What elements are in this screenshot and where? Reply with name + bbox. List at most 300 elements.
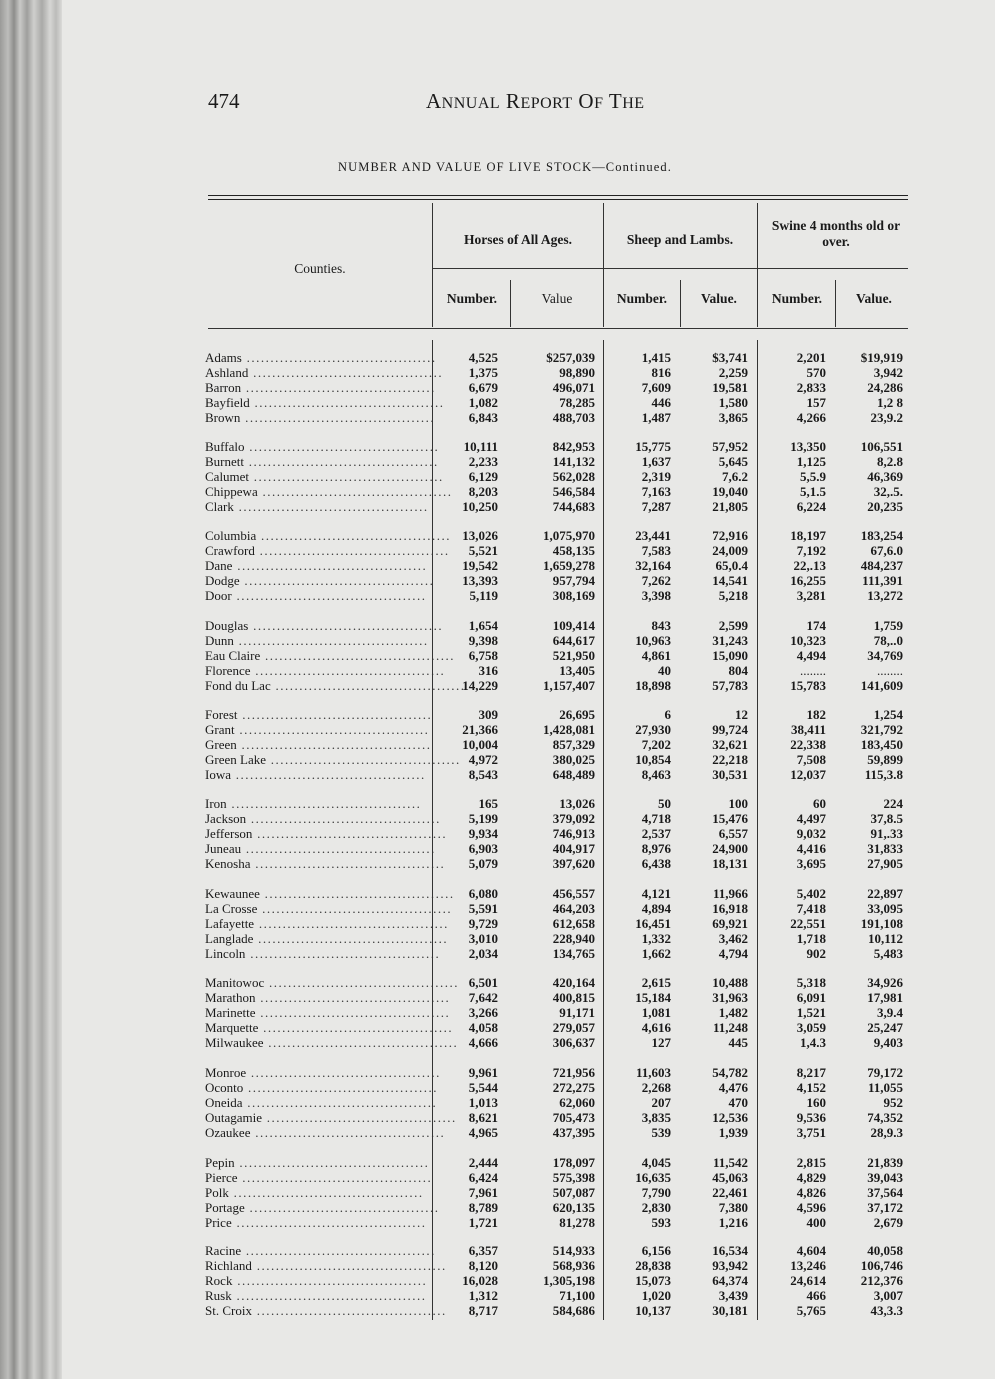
cell-swine-number: 3,695 [796,856,826,871]
running-head: ANNUAL REPORT OF THE [426,89,645,113]
cell-horses-number: 19,542 [462,558,498,573]
table-row [0,1303,995,1318]
cell-swine-value: 67,6.0 [870,543,903,558]
cell-horses-value: 400,815 [552,990,595,1005]
cell-horses-number: 5,079 [468,856,498,871]
page-number: 474 [208,89,240,113]
cell-sheep-number: 18,898 [635,678,671,693]
county-name: Adams ........................................ [205,350,437,365]
cell-swine-number: 7,508 [796,752,826,767]
cell-swine-value: 27,905 [867,856,903,871]
cell-horses-value: 98,890 [559,365,595,380]
cell-sheep-value: 12,536 [712,1110,748,1125]
cell-swine-number: 466 [806,1288,826,1303]
table-row [0,1020,995,1035]
cell-swine-value: 183,254 [860,528,903,543]
table-row [0,1155,995,1170]
top-rule [208,195,908,196]
cell-horses-number: 5,119 [469,588,498,603]
county-name: Eau Claire ........................................ [205,648,455,663]
county-name: Milwaukee ........................................ [205,1035,459,1050]
cell-swine-value: 952 [883,1095,903,1110]
cell-sheep-number: 7,262 [641,573,671,588]
cell-horses-value: 644,617 [552,633,595,648]
cell-horses-number: 8,621 [468,1110,498,1125]
header-divider [680,280,681,327]
cell-horses-number: 4,965 [468,1125,498,1140]
cell-horses-value: 957,794 [552,573,595,588]
cell-sheep-number: 4,894 [641,901,671,916]
cell-horses-number: 6,501 [468,975,498,990]
cell-sheep-number: 27,930 [635,722,671,737]
cell-horses-value: 584,686 [552,1303,595,1318]
cell-swine-number: 400 [806,1215,826,1230]
cell-swine-value: $19,919 [860,350,903,365]
county-name: Langlade ........................................ [205,931,449,946]
header-swine-number: Number. [771,291,823,306]
table-row [0,528,995,543]
table-row [0,1125,995,1140]
cell-swine-value: 28,9.3 [870,1125,903,1140]
cell-swine-value: 191,108 [860,916,903,931]
cell-sheep-value: 3,865 [718,410,748,425]
table-row [0,350,995,365]
cell-swine-number: 4,152 [796,1080,826,1095]
cell-sheep-number: 4,121 [641,886,671,901]
cell-horses-number: 16,028 [462,1273,498,1288]
cell-horses-value: 306,637 [552,1035,595,1050]
cell-horses-value: 26,695 [559,707,595,722]
county-name: Chippewa ........................................ [205,484,453,499]
cell-swine-number: 1,4.3 [800,1035,826,1050]
county-name: Jefferson ........................................ [205,826,448,841]
cell-swine-number: 1,521 [796,1005,826,1020]
cell-sheep-value: 1,939 [718,1125,748,1140]
county-name: Brown ........................................ [205,410,436,425]
cell-horses-value: 464,203 [552,901,595,916]
county-name: Price ........................................ [205,1215,427,1230]
cell-sheep-value: 5,218 [718,588,748,603]
cell-horses-value: 1,428,081 [543,722,595,737]
cell-swine-number: 5,402 [796,886,826,901]
cell-horses-value: 496,071 [552,380,595,395]
cell-horses-number: 3,266 [468,1005,498,1020]
cell-horses-number: 8,717 [468,1303,498,1318]
cell-swine-value: 21,839 [867,1155,903,1170]
header-subrule [432,268,908,269]
county-name: Clark ........................................ [205,499,429,514]
cell-horses-number: 9,961 [468,1065,498,1080]
header-horses-number: Number. [446,291,498,306]
cell-swine-value: 8,2.8 [877,454,903,469]
cell-horses-number: 8,203 [468,484,498,499]
cell-swine-value: 13,272 [867,588,903,603]
cell-swine-value: 106,551 [860,439,903,454]
cell-swine-number: 18,197 [790,528,826,543]
cell-swine-value: 74,352 [867,1110,903,1125]
cell-horses-number: 6,843 [468,410,498,425]
cell-sheep-value: 6,557 [718,826,748,841]
cell-sheep-value: 470 [728,1095,748,1110]
cell-horses-value: 1,659,278 [543,558,595,573]
cell-horses-number: 5,199 [468,811,498,826]
header-divider [432,203,433,327]
cell-sheep-number: 127 [651,1035,671,1050]
table-row [0,1243,995,1258]
cell-swine-value: 39,043 [867,1170,903,1185]
header-horses-value: Value [541,291,573,306]
cell-sheep-value: 65,0.4 [715,558,748,573]
cell-swine-number: 7,418 [796,901,826,916]
cell-sheep-value: 11,248 [712,1020,748,1035]
cell-horses-value: 379,092 [552,811,595,826]
cell-horses-value: 1,305,198 [543,1273,595,1288]
county-name: Iowa ........................................ [205,767,426,782]
cell-swine-number: 4,829 [796,1170,826,1185]
cell-sheep-value: 31,963 [712,990,748,1005]
county-name: Polk ........................................ [205,1185,424,1200]
cell-swine-number: 12,037 [790,767,826,782]
cell-horses-value: 521,950 [552,648,595,663]
header-sheep-number: Number. [616,291,668,306]
cell-swine-number: 8,217 [796,1065,826,1080]
cell-sheep-number: 10,854 [635,752,671,767]
cell-sheep-value: 3,439 [718,1288,748,1303]
header-swine: Swine 4 months old or over. [771,218,901,249]
cell-horses-value: 744,683 [552,499,595,514]
table-row [0,588,995,603]
cell-horses-value: 380,025 [552,752,595,767]
header-counties: Counties. [294,261,346,276]
cell-swine-number: 6,091 [796,990,826,1005]
cell-horses-number: 165 [478,796,498,811]
cell-sheep-value: 57,783 [712,678,748,693]
cell-horses-number: 1,312 [468,1288,498,1303]
cell-horses-number: 10,004 [462,737,498,752]
cell-swine-value: 106,746 [860,1258,903,1273]
cell-horses-value: 78,285 [559,395,595,410]
table-row [0,707,995,722]
cell-horses-number: 5,544 [468,1080,498,1095]
cell-sheep-value: 24,009 [712,543,748,558]
cell-sheep-value: 804 [728,663,748,678]
cell-swine-number: 22,.13 [793,558,826,573]
cell-swine-number: 7,192 [796,543,826,558]
cell-sheep-value: 4,476 [718,1080,748,1095]
county-name: Ozaukee ........................................ [205,1125,446,1140]
cell-sheep-value: 16,918 [712,901,748,916]
county-name: Burnett ........................................ [205,454,439,469]
cell-swine-number: 4,494 [796,648,826,663]
county-name: Oconto ........................................ [205,1080,439,1095]
cell-horses-value: 648,489 [552,767,595,782]
table-row [0,826,995,841]
cell-swine-value: 91,.33 [870,826,903,841]
cell-swine-value: 3,007 [873,1288,903,1303]
cell-swine-number: 5,1.5 [800,484,826,499]
cell-swine-value: ........ [877,663,903,678]
cell-sheep-number: 1,487 [641,410,671,425]
cell-horses-value: 71,100 [559,1288,595,1303]
county-name: Florence ........................................ [205,663,446,678]
table-row [0,1200,995,1215]
cell-horses-value: 562,028 [552,469,595,484]
cell-sheep-number: 15,184 [635,990,671,1005]
cell-horses-number: 6,758 [468,648,498,663]
cell-sheep-number: 23,441 [635,528,671,543]
cell-horses-number: 13,393 [462,573,498,588]
cell-horses-number: 1,375 [468,365,498,380]
cell-swine-value: 2,679 [873,1215,903,1230]
header-divider [835,280,836,327]
cell-swine-number: 5,318 [796,975,826,990]
cell-sheep-value: 19,040 [712,484,748,499]
county-name: Douglas ........................................ [205,618,444,633]
cell-swine-number: 3,751 [796,1125,826,1140]
cell-sheep-value: 3,462 [718,931,748,946]
cell-swine-value: 17,981 [867,990,903,1005]
county-name: Pepin ........................................ [205,1155,430,1170]
cell-horses-value: $257,039 [546,350,595,365]
cell-swine-number: 13,246 [790,1258,826,1273]
cell-horses-value: 397,620 [552,856,595,871]
cell-horses-number: 10,111 [463,439,498,454]
cell-horses-number: 4,525 [468,350,498,365]
cell-horses-value: 178,097 [552,1155,595,1170]
cell-horses-value: 857,329 [552,737,595,752]
table-row [0,484,995,499]
cell-swine-number: 5,5.9 [800,469,826,484]
cell-swine-value: 37,172 [867,1200,903,1215]
cell-swine-number: 182 [806,707,826,722]
county-name: Richland ........................................ [205,1258,447,1273]
cell-swine-value: 1,254 [873,707,903,722]
cell-swine-value: 37,8.5 [870,811,903,826]
table-row [0,395,995,410]
cell-horses-number: 6,129 [468,469,498,484]
table-row [0,856,995,871]
county-name: Marathon ........................................ [205,990,451,1005]
cell-horses-number: 7,642 [468,990,498,1005]
table-row [0,931,995,946]
cell-sheep-number: 32,164 [635,558,671,573]
cell-sheep-value: $3,741 [712,350,748,365]
cell-sheep-number: 2,268 [641,1080,671,1095]
cell-horses-value: 721,956 [552,1065,595,1080]
cell-sheep-value: 54,782 [712,1065,748,1080]
cell-swine-number: 16,255 [790,573,826,588]
cell-horses-value: 420,164 [552,975,595,990]
county-name: Pierce ........................................ [205,1170,433,1185]
cell-sheep-number: 7,202 [641,737,671,752]
cell-sheep-number: 11,603 [635,1065,671,1080]
county-name: Ashland ........................................ [205,365,444,380]
cell-horses-number: 5,521 [468,543,498,558]
cell-swine-number: 160 [806,1095,826,1110]
county-name: Outagamie ........................................ [205,1110,457,1125]
cell-swine-number: 4,596 [796,1200,826,1215]
cell-sheep-value: 100 [728,796,748,811]
table-row [0,380,995,395]
cell-swine-number: 9,536 [796,1110,826,1125]
cell-sheep-value: 11,966 [712,886,748,901]
cell-sheep-number: 8,463 [641,767,671,782]
county-name: Crawford ........................................ [205,543,450,558]
county-name: Green Lake ........................................ [205,752,461,767]
header-horses: Horses of All Ages. [464,232,572,247]
table-row [0,618,995,633]
cell-horses-number: 21,366 [462,722,498,737]
cell-horses-number: 4,972 [468,752,498,767]
cell-swine-number: 174 [806,618,826,633]
cell-swine-value: 11,055 [867,1080,903,1095]
cell-horses-value: 13,026 [559,796,595,811]
cell-sheep-number: 16,451 [635,916,671,931]
county-name: Juneau ........................................ [205,841,436,856]
cell-swine-value: 183,450 [860,737,903,752]
table-row [0,886,995,901]
cell-swine-number: 570 [806,365,826,380]
cell-swine-number: 157 [806,395,826,410]
cell-swine-value: 115,3.8 [864,767,903,782]
cell-horses-value: 308,169 [552,588,595,603]
county-name: Green ........................................ [205,737,432,752]
county-name: Rock ........................................ [205,1273,428,1288]
cell-sheep-value: 21,805 [712,499,748,514]
cell-sheep-number: 1,081 [641,1005,671,1020]
county-name: Jackson ........................................ [205,811,441,826]
table-row [0,648,995,663]
county-name: Lafayette ........................................ [205,916,449,931]
cell-swine-number: 13,350 [790,439,826,454]
cell-swine-value: 1,759 [873,618,903,633]
cell-swine-number: 15,783 [790,678,826,693]
cell-sheep-number: 40 [658,663,671,678]
table-row [0,1035,995,1050]
cell-horses-value: 13,405 [559,663,595,678]
table-row [0,410,995,425]
top-rule-double [208,199,908,200]
table-row [0,454,995,469]
cell-sheep-value: 69,921 [712,916,748,931]
cell-swine-number: 6,224 [796,499,826,514]
cell-sheep-value: 57,952 [712,439,748,454]
cell-horses-number: 2,034 [468,946,498,961]
cell-horses-value: 437,395 [552,1125,595,1140]
cell-swine-number: 24,614 [790,1273,826,1288]
cell-swine-number: 38,411 [790,722,826,737]
cell-sheep-number: 28,838 [635,1258,671,1273]
cell-horses-value: 612,658 [552,916,595,931]
county-name: Columbia ........................................ [205,528,452,543]
cell-swine-number: 4,826 [796,1185,826,1200]
cell-horses-value: 514,933 [552,1243,595,1258]
cell-sheep-value: 22,461 [712,1185,748,1200]
table-row [0,796,995,811]
cell-sheep-value: 30,181 [712,1303,748,1318]
cell-swine-value: 484,237 [860,558,903,573]
cell-swine-number: 4,266 [796,410,826,425]
cell-sheep-number: 50 [658,796,671,811]
cell-swine-value: 1,2 8 [877,395,903,410]
cell-swine-value: 34,926 [867,975,903,990]
header-divider [757,203,758,327]
cell-horses-number: 5,591 [468,901,498,916]
cell-sheep-number: 10,137 [635,1303,671,1318]
table-row [0,752,995,767]
cell-swine-number: 22,338 [790,737,826,752]
cell-sheep-number: 2,537 [641,826,671,841]
cell-swine-value: 22,897 [867,886,903,901]
cell-horses-value: 279,057 [552,1020,595,1035]
cell-horses-number: 13,026 [462,528,498,543]
cell-swine-number: 902 [806,946,826,961]
cell-swine-value: 31,833 [867,841,903,856]
cell-sheep-value: 5,645 [718,454,748,469]
table-row [0,1215,995,1230]
table-row [0,633,995,648]
cell-swine-number: 60 [813,796,826,811]
cell-sheep-number: 6,156 [641,1243,671,1258]
table-row [0,469,995,484]
cell-swine-value: 321,792 [860,722,903,737]
cell-swine-value: 20,235 [867,499,903,514]
cell-swine-number: 5,765 [796,1303,826,1318]
cell-sheep-number: 2,830 [641,1200,671,1215]
table-row [0,1080,995,1095]
cell-swine-value: 33,095 [867,901,903,916]
cell-sheep-number: 7,287 [641,499,671,514]
cell-sheep-value: 24,900 [712,841,748,856]
county-name: Marinette ........................................ [205,1005,451,1020]
header-sheep-value: Value. [701,291,737,306]
cell-sheep-number: 3,398 [641,588,671,603]
cell-sheep-number: 6,438 [641,856,671,871]
header-bottom-rule [208,328,908,329]
cell-horses-value: 62,060 [559,1095,595,1110]
header-swine-value: Value. [856,291,892,306]
cell-horses-number: 4,666 [468,1035,498,1050]
cell-horses-number: 9,934 [468,826,498,841]
cell-horses-number: 2,444 [468,1155,498,1170]
cell-horses-value: 620,135 [552,1200,595,1215]
county-name: Grant ........................................ [205,722,430,737]
cell-horses-number: 8,789 [468,1200,498,1215]
cell-horses-value: 458,135 [552,543,595,558]
cell-sheep-number: 816 [651,365,671,380]
cell-sheep-value: 10,488 [712,975,748,990]
cell-horses-number: 6,357 [468,1243,498,1258]
table-title: NUMBER AND VALUE OF LIVE STOCK—Continued. [338,160,673,174]
table-row [0,365,995,380]
cell-swine-value: 43,3.3 [870,1303,903,1318]
cell-sheep-value: 18,131 [712,856,748,871]
cell-swine-value: 32,.5. [873,484,903,499]
cell-horses-value: 575,398 [552,1170,595,1185]
cell-horses-value: 705,473 [552,1110,595,1125]
cell-horses-number: 6,903 [468,841,498,856]
county-name: Oneida ........................................ [205,1095,438,1110]
table-row [0,946,995,961]
cell-sheep-value: 72,916 [712,528,748,543]
table-row [0,975,995,990]
table-row [0,1185,995,1200]
cell-sheep-number: 593 [651,1215,671,1230]
table-row [0,558,995,573]
cell-horses-number: 2,233 [468,454,498,469]
cell-horses-value: 109,414 [552,618,595,633]
cell-swine-number: 1,718 [796,931,826,946]
